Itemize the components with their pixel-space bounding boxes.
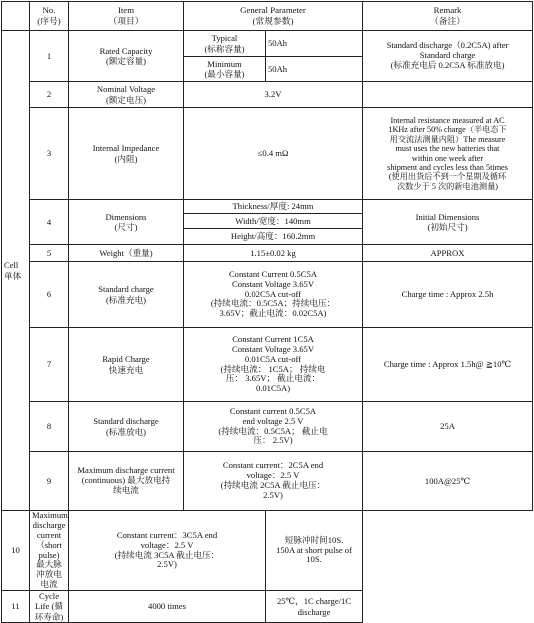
row-number: 7: [30, 328, 69, 402]
row-number: 9: [30, 452, 69, 511]
row-number: 6: [30, 262, 69, 328]
header-item: Item （项目）: [69, 2, 184, 31]
row-rated-capacity: [2, 31, 533, 57]
row-number: 8: [30, 402, 69, 452]
remark-max-discharge-continuous: 100A@25℃: [363, 452, 533, 511]
item-max-discharge-continuous: Maximum discharge current (continuous) 最大放电持 续电流: [69, 452, 184, 511]
remark-dimensions: Initial Dimensions (初始尺寸): [363, 200, 533, 245]
param-standard-charge: Constant Current 0.5C5A Constant Voltage 3.65V 0.02C5A cut-off (持续电流：0.5C5A；持续电压： 3.65V；截止电流：0.02C5A): [184, 262, 363, 328]
header-general-parameter: General Parameter (常规参数): [184, 2, 363, 31]
dim-width: Width/宽度：140mm: [184, 214, 363, 229]
row-max-discharge-continuous: [2, 452, 533, 511]
row-number: 5: [30, 245, 69, 262]
param-rapid-charge: Constant Current 1C5A Constant Voltage 3.65V 0.01C5A cut-off (持续电流： 1C5A； 持续电 压： 3.65V； 截止电流： 0.01C5A): [184, 328, 363, 402]
param-weight: 1.15±0.02 kg: [184, 245, 363, 262]
row-number: 4: [30, 200, 69, 245]
item-rated-capacity: Rated Capacity (额定容量): [69, 31, 184, 82]
capacity-typical-label: Typical (标称容量): [184, 31, 266, 57]
row-standard-charge: [2, 262, 533, 328]
remark-internal-impedance: Internal resistance measured at AC 1KHz after 50% charge（半电态下 用交流法测量内阻）The measure must uses the new batteries that within one week after shipment and cycles less than 5times (使用出货后不到一个星期及循环 次数少于 5 次的新电池测量): [363, 108, 533, 200]
category-cell: Cell 单体: [2, 31, 30, 511]
remark-cycle-life: 25℃，1C charge/1C discharge: [266, 591, 363, 623]
row-number: 3: [30, 108, 69, 200]
dim-thickness: Thickness/厚度: 24mm: [184, 200, 363, 214]
remark-weight: APPROX: [363, 245, 533, 262]
remark-rated-capacity: Standard discharge（0.2C5A) after Standard charge (标准充电后 0.2C5A 标准放电): [363, 31, 533, 82]
spec-table: [1, 1, 533, 623]
header-row: [2, 2, 533, 31]
remark-standard-charge: Charge time : Approx 2.5h: [363, 262, 533, 328]
item-standard-charge: Standard charge (标准充电): [69, 262, 184, 328]
item-weight: Weight（重量): [69, 245, 184, 262]
row-number: 1: [30, 31, 69, 82]
row-dimensions: [2, 200, 533, 214]
row-standard-discharge: [2, 402, 533, 452]
param-max-discharge-pulse: Constant current：3C5A end voltage：2.5 V (持续电流 3C5A 截止电压： 2.5V): [69, 511, 266, 591]
item-cycle-life: Cycle Life (循环寿命): [30, 591, 69, 623]
row-nominal-voltage: [2, 82, 533, 108]
param-internal-impedance: ≤0.4 mΩ: [184, 108, 363, 200]
row-weight: [2, 245, 533, 262]
row-cycle-life: [2, 591, 533, 623]
row-number: 10: [2, 511, 30, 591]
row-internal-impedance: [2, 108, 533, 200]
row-max-discharge-pulse: [2, 511, 533, 591]
param-standard-discharge: Constant current 0.5C5A end voltage 2.5 V (持续电流：0.5C5A； 截止电 压： 2.5V): [184, 402, 363, 452]
item-max-discharge-pulse: Maximum discharge current（short pulse) 最大脉冲放电电流: [30, 511, 69, 591]
row-rapid-charge: [2, 328, 533, 402]
remark-max-discharge-pulse: 短脉冲时间10S. 150A at short pulse of 10S.: [266, 511, 363, 591]
item-standard-discharge: Standard discharge (标准放电): [69, 402, 184, 452]
item-nominal-voltage: Nominal Voltage (额定电压): [69, 82, 184, 108]
capacity-typical-value: 50Ah: [266, 31, 363, 57]
item-dimensions: Dimensions (尺寸): [69, 200, 184, 245]
row-number: 11: [2, 591, 30, 623]
param-max-discharge-continuous: Constant current：2C5A end voltage：2.5 V (持续电流 2C5A 截止电压： 2.5V): [184, 452, 363, 511]
item-rapid-charge: Rapid Charge 快速充电: [69, 328, 184, 402]
dim-height: Height/高度：160.2mm: [184, 229, 363, 245]
remark-standard-discharge: 25A: [363, 402, 533, 452]
item-internal-impedance: Internal Impedance (内阻): [69, 108, 184, 200]
param-nominal-voltage: 3.2V: [184, 82, 363, 108]
header-remark: Remark （备注）: [363, 2, 533, 31]
remark-rapid-charge: Charge time : Approx 1.5h@ ≧10℃: [363, 328, 533, 402]
capacity-minimum-value: 50Ah: [266, 57, 363, 82]
header-no: No. (序号): [30, 2, 69, 31]
param-cycle-life: 4000 times: [69, 591, 266, 623]
capacity-minimum-label: Minimum (最小容量): [184, 57, 266, 82]
row-number: 2: [30, 82, 69, 108]
